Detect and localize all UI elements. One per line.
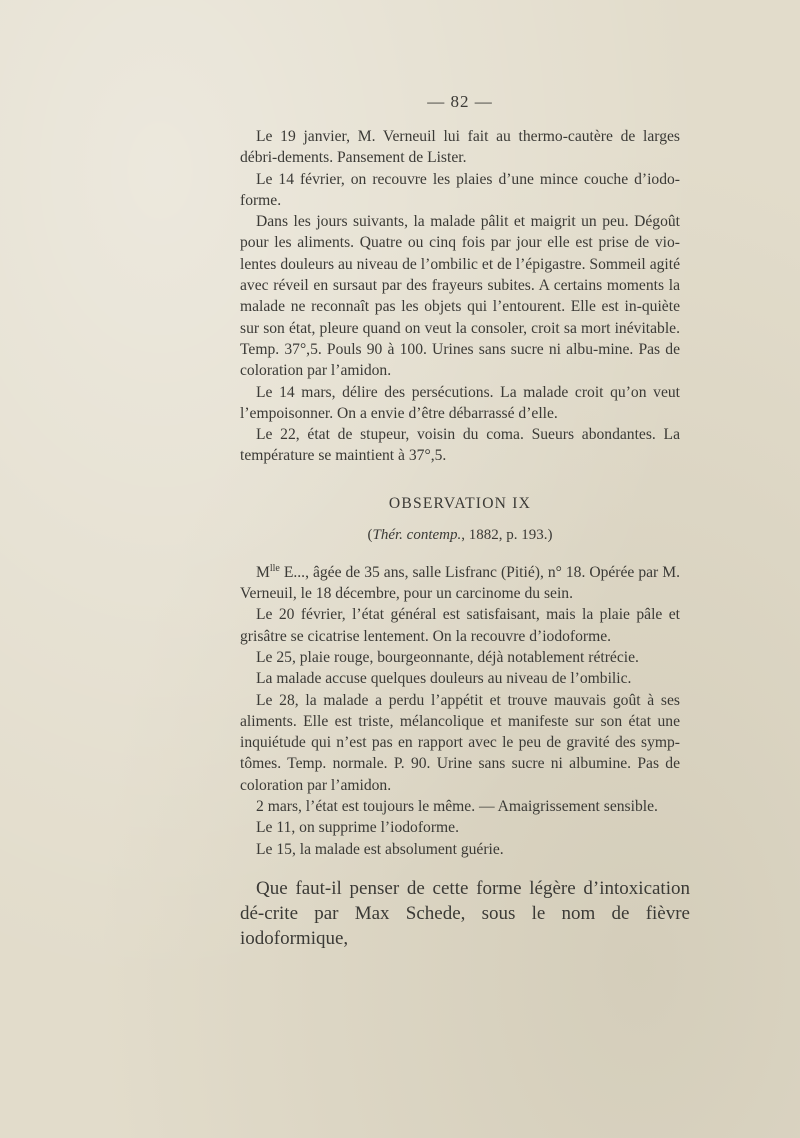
observation-reference <box>240 527 680 544</box>
observation-notes <box>240 562 680 860</box>
case-notes-top <box>240 126 680 467</box>
ref-journal: Thér. contemp. <box>372 526 462 543</box>
observation-title: OBSERVATION IX <box>388 494 532 512</box>
paragraph: La malade accuse quelques douleurs au niveau de l’ombilic. <box>256 670 632 688</box>
paragraph: 2 mars, l’état est toujours le même. — Amaigrissement sensible. <box>256 798 658 816</box>
paragraph: Le 28, la malade a perdu l’appétit et trouve mauvais goût à ses aliments. Elle est triste, mélancolique et manifeste sur son état une inquiétude qui n’est pas en rapport avec le peu de gravité des symp-tômes. Temp. normale. P. 90. Urine sans sucre ni albumine. Pas de coloration par l’amidon. <box>240 691 680 794</box>
paragraph: Le 14 février, on recouvre les plaies d’une mince couche d’iodo-forme. <box>240 170 680 209</box>
patient-title: M <box>256 563 270 581</box>
paragraph: Le 11, on supprime l’iodoforme. <box>256 819 459 837</box>
patient-description: E..., âgée de 35 ans, salle Lisfranc (Pitié), n° 18. Opérée par M. Verneuil, le 18 décembre, pour un carcinome du sein. <box>240 563 680 603</box>
paragraph: Le 14 mars, délire des persécutions. La malade croit qu’on veut l’empoisonner. On a envie d’être débarrassé d’elle. <box>240 383 680 422</box>
patient-title-sup: lle <box>269 562 280 574</box>
paragraph: Le 22, état de stupeur, voisin du coma. Sueurs abondantes. La température se maintient à 37°,5. <box>240 426 680 465</box>
page-body <box>240 92 690 951</box>
paragraph: Le 15, la malade est absolument guérie. <box>256 840 504 858</box>
paragraph: Dans les jours suivants, la malade pâlit et maigrit un peu. Dégoût pour les aliments. Quatre ou cinq fois par jour elle est prise de vio-lentes douleurs au niveau de l’ombilic et de l’épigastre. Sommeil agité avec réveil en sursaut par des frayeurs subites. A certains moments la malade ne reconnaît pas les objets qui l’entourent. Elle est in-quiète sur son état, pleure quand on veut la consoler, croit sa mort inévitable. Temp. 37°,5. Pouls 90 à 100. Urines sans sucre ni albu-mine. Pas de coloration par l’amidon. <box>240 213 680 380</box>
paragraph: Le 19 janvier, M. Verneuil lui fait au thermo-cautère de larges débri-dements. Pansement de Lister. <box>240 128 680 167</box>
ref-details: , 1882, p. 193.) <box>461 526 553 543</box>
paragraph <box>240 562 680 605</box>
paragraph: Le 20 février, l’état général est satisfaisant, mais la plaie pâle et grisâtre se cicatrise lentement. On la recouvre d’iodoforme. <box>240 606 680 645</box>
ref-open: ( <box>367 526 373 543</box>
closing-paragraph: Que faut-il penser de cette forme légère d’intoxication dé-crite par Max Schede, sous le nom de fièvre iodoformique, <box>240 877 690 949</box>
page-number: — 82 — <box>427 92 493 111</box>
paragraph: Le 25, plaie rouge, bourgeonnante, déjà notablement rétrécie. <box>256 648 639 666</box>
